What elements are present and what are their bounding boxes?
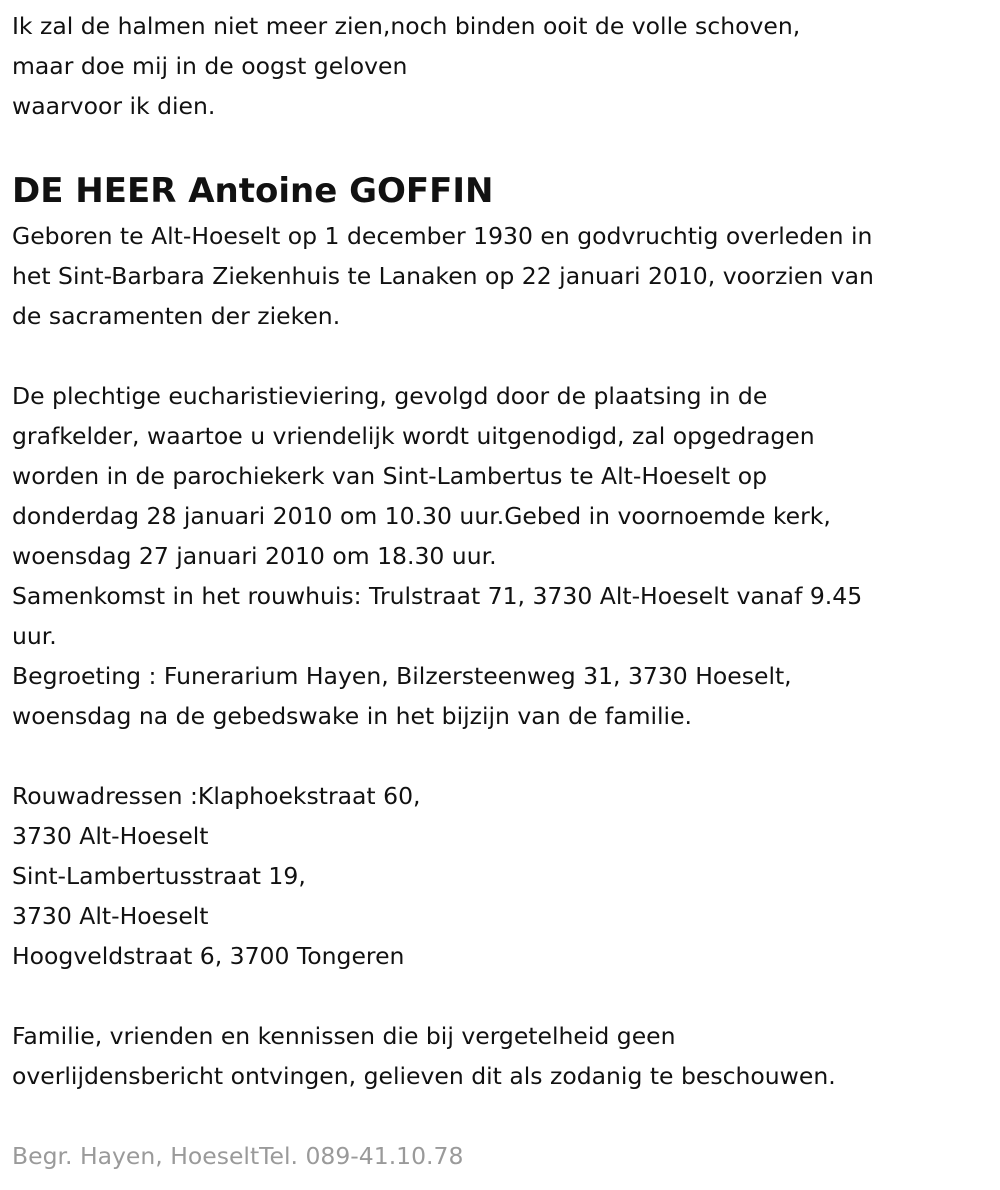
text-line: uur. (12, 622, 57, 650)
text-line: grafkelder, waartoe u vriendelijk wordt uitgenodigd, zal opgedragen (12, 422, 815, 450)
text-line: Geboren te Alt-Hoeselt op 1 december 1930 en godvruchtig overleden in (12, 222, 873, 250)
text-line: 3730 Alt-Hoeselt (12, 822, 209, 850)
text-line: Samenkomst in het rouwhuis: Trulstraat 71, 3730 Alt-Hoeselt vanaf 9.45 (12, 582, 863, 610)
text-line: Sint-Lambertusstraat 19, (12, 862, 306, 890)
text-line: 3730 Alt-Hoeselt (12, 902, 209, 930)
text-line: Begroeting : Funerarium Hayen, Bilzersteenweg 31, 3730 Hoeselt, (12, 662, 792, 690)
ceremony-paragraph (12, 376, 1000, 736)
text-line: overlijdensbericht ontvingen, gelieven dit als zodanig te beschouwen. (12, 1062, 836, 1090)
birth-death-paragraph (12, 216, 1000, 336)
obituary-title: DE HEER Antoine GOFFIN (12, 171, 494, 211)
text-line: woensdag na de gebedswake in het bijzijn van de familie. (12, 702, 692, 730)
text-line: de sacramenten der zieken. (12, 302, 341, 330)
text-line: woensdag 27 januari 2010 om 18.30 uur. (12, 542, 497, 570)
poem (12, 6, 1000, 126)
poem-line: Ik zal de halmen niet meer zien,noch binden ooit de volle schoven, (12, 12, 801, 40)
poem-line: waarvoor ik dien. (12, 92, 216, 120)
text-line: donderdag 28 januari 2010 om 10.30 uur.Gebed in voornoemde kerk, (12, 502, 831, 530)
notice-paragraph (12, 1016, 1000, 1096)
footer-credit: Begr. Hayen, HoeseltTel. 089-41.10.78 (12, 1142, 464, 1170)
text-line: worden in de parochiekerk van Sint-Lambertus te Alt-Hoeselt op (12, 462, 768, 490)
text-line: Familie, vrienden en kennissen die bij vergetelheid geen (12, 1022, 676, 1050)
poem-line: maar doe mij in de oogst geloven (12, 52, 408, 80)
text-line: Hoogveldstraat 6, 3700 Tongeren (12, 942, 405, 970)
text-line: Rouwadressen :Klaphoekstraat 60, (12, 782, 421, 810)
addresses-paragraph (12, 776, 1000, 976)
text-line: De plechtige eucharistieviering, gevolgd door de plaatsing in de (12, 382, 768, 410)
text-line: het Sint-Barbara Ziekenhuis te Lanaken op 22 januari 2010, voorzien van (12, 262, 874, 290)
